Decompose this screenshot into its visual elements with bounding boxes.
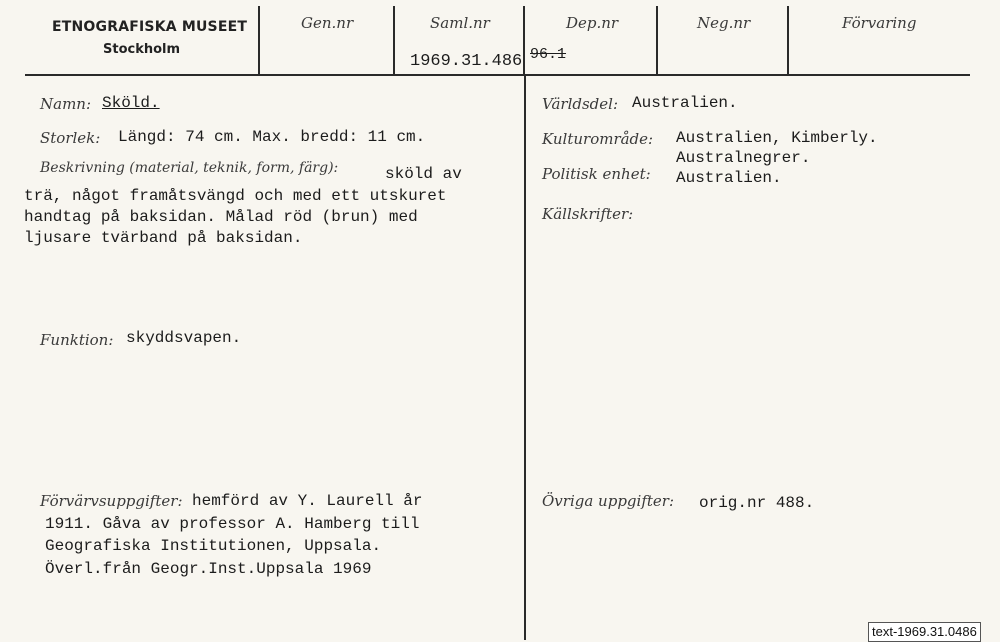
forvarv-line-4: Överl.från Geogr.Inst.Uppsala 1969 [45, 560, 372, 578]
header-divider-2 [393, 6, 395, 74]
forvarv-line-2: 1911. Gåva av professor A. Hamberg till [45, 515, 420, 533]
politisk-enhet-label: Politisk enhet: [542, 165, 651, 183]
col-dep-nr: Dep.nr [566, 14, 619, 32]
funktion-value: skyddsvapen. [126, 329, 242, 347]
beskrivning-line-4: ljusare tvärband på baksidan. [24, 229, 303, 247]
namn-value: Sköld. [102, 94, 160, 112]
kulturomrade-label: Kulturområde: [542, 130, 654, 148]
varldsdel-label: Världsdel: [542, 95, 618, 113]
beskrivning-label: Beskrivning (material, teknik, form, färg): [40, 160, 339, 176]
storlek-value: Längd: 74 cm. Max. bredd: 11 cm. [118, 128, 426, 146]
header-divider-5 [787, 6, 789, 74]
beskrivning-line-3: handtag på baksidan. Målad röd (brun) med [24, 208, 418, 226]
forvarv-line-1: hemförd av Y. Laurell år [192, 492, 423, 510]
ovriga-value: orig.nr 488. [699, 494, 815, 512]
file-id-stamp: text-1969.31.0486 [868, 622, 981, 642]
beskrivning-line-2: trä, något framåtsvängd och med ett utskuret [24, 187, 447, 205]
col-forvaring: Förvaring [842, 14, 917, 32]
header-rule [25, 74, 970, 76]
beskrivning-line-1: sköld av [385, 165, 462, 183]
kulturomrade-line-2: Australnegrer. [676, 149, 811, 167]
ovriga-label: Övriga uppgifter: [542, 492, 674, 510]
saml-nr-struck: 96.1 [530, 46, 567, 63]
namn-label: Namn: [40, 95, 92, 113]
museum-city: Stockholm [103, 42, 181, 57]
museum-name: ETNOGRAFISKA MUSEET [52, 19, 248, 35]
col-neg-nr: Neg.nr [697, 14, 751, 32]
header-divider-3 [523, 6, 525, 74]
varldsdel-value: Australien. [632, 94, 738, 112]
body-divider [524, 74, 526, 640]
col-saml-nr: Saml.nr [430, 14, 490, 32]
header-divider-1 [258, 6, 260, 74]
forvarv-line-3: Geografiska Institutionen, Uppsala. [45, 537, 382, 555]
forvarv-label: Förvärvsuppgifter: [40, 492, 183, 510]
politisk-enhet-value: Australien. [676, 169, 782, 187]
col-gen-nr: Gen.nr [301, 14, 354, 32]
header-divider-4 [656, 6, 658, 74]
kallskrifter-label: Källskrifter: [542, 205, 634, 223]
funktion-label: Funktion: [40, 331, 114, 349]
storlek-label: Storlek: [40, 129, 101, 147]
kulturomrade-line-1: Australien, Kimberly. [676, 129, 878, 147]
saml-nr-value: 1969.31.486 [410, 52, 523, 71]
